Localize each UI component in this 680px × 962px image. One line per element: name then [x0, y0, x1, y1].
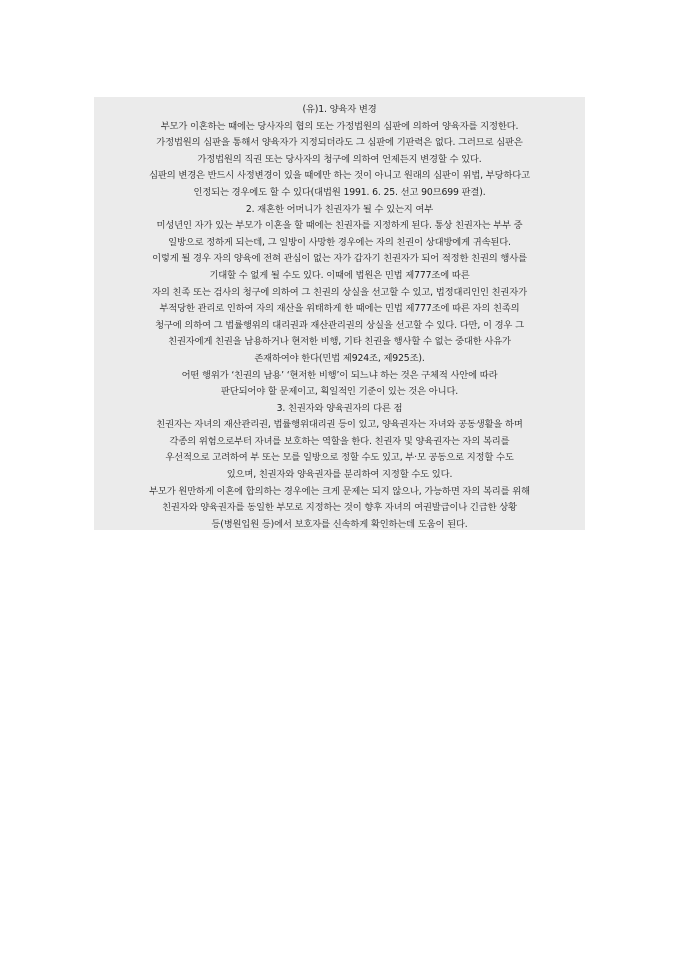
document-text-box: [94, 97, 585, 530]
paragraph-line: 청구에 의하여 그 법률행위의 대리권과 재산관리권의 상실을 선고할 수 있다. 다만, 이 경우 그: [155, 319, 524, 331]
paragraph-line: 이렇게 될 경우 자의 양육에 전혀 관심이 없는 자가 갑자기 친권자가 되어 적정한 친권의 행사를: [152, 253, 527, 265]
paragraph-line: 부모가 원만하게 이혼에 합의하는 경우에는 크게 문제는 되지 않으나, 가능하면 자의 복리를 위해: [149, 485, 530, 497]
paragraph-line: 가정법원의 직권 또는 당사자의 청구에 의하여 언제든지 변경할 수 있다.: [197, 153, 482, 165]
paragraph-line: 부모가 이혼하는 때에는 당사자의 협의 또는 가정법원의 심판에 의하여 양육자를 지정한다.: [160, 120, 519, 132]
paragraph-line: 우선적으로 고려하여 부 또는 모를 일방으로 정할 수도 있고, 부·모 공동으로 지정할 수도: [165, 452, 514, 464]
section-heading-custody-change: (유)1. 양육자 변경: [302, 104, 377, 115]
paragraph-line: 기대할 수 없게 될 수도 있다. 이때에 법원은 민법 제777조에 따른: [209, 269, 470, 281]
paragraph-line: 가정법원의 심판을 통해서 양육자가 지정되더라도 그 심판에 기판력은 없다. 그러므로 심판은: [156, 137, 523, 149]
paragraph-line: 친권자는 자녀의 재산관리권, 법률행위대리권 등이 있고, 양육권자는 자녀와 공동생활을 하며: [156, 419, 523, 431]
paragraph-line: 부적당한 관리로 인하여 자의 재산을 위태하게 한 때에는 민법 제777조에 따른 자의 친족의: [159, 303, 520, 315]
paragraph-line: 어떤 행위가 ‘친권의 남용’ ‘현저한 비행’이 되느냐 하는 것은 구체적 사안에 따라: [181, 369, 498, 381]
paragraph-line: 각종의 위험으로부터 자녀를 보호하는 역할을 한다. 친권자 및 양육권자는 자의 복리를: [169, 435, 510, 447]
paragraph-line: 미성년인 자가 있는 부모가 이혼을 할 때에는 친권자를 지정하게 된다. 통상 친권자는 부부 중: [156, 220, 523, 232]
paragraph-line: 인정되는 경우에도 할 수 있다(대법원 1991. 6. 25. 선고 90므699 판결).: [193, 186, 486, 198]
paragraph-line: 있으며, 친권자와 양육권자를 분리하여 지정할 수도 있다.: [226, 469, 453, 481]
paragraph-line: 자의 친족 또는 검사의 청구에 의하여 그 친권의 상실을 선고할 수 있고, 법정대리인인 친권자가: [152, 286, 527, 298]
paragraph-line: 판단되어야 할 문제이고, 획일적인 기준이 있는 것은 아니다.: [220, 386, 459, 398]
paragraph-line: 등(병원입원 등)에서 보호자를 신속하게 확인하는데 도움이 된다.: [211, 518, 468, 530]
section-heading-custody-differences: 3. 친권자와 양육권자의 다른 점: [276, 402, 403, 414]
paragraph-line: 친권자와 양육권자를 동일한 부모로 지정하는 것이 향후 자녀의 여권발급이나 긴급한 상황: [162, 502, 517, 514]
paragraph-line: 심판의 변경은 반드시 사정변경이 있을 때에만 하는 것이 아니고 원래의 심판이 위법, 부당하다고: [149, 170, 530, 182]
section-heading-remarried-mother: 2. 재혼한 어머니가 친권자가 될 수 있는지 여부: [245, 203, 434, 215]
paragraph-line: 존재하여야 한다(민법 제924조, 제925조).: [254, 352, 425, 364]
paragraph-line: 일방으로 정하게 되는데, 그 일방이 사망한 경우에는 자의 친권이 상대방에게 귀속된다.: [168, 236, 511, 248]
paragraph-line: 친권자에게 친권을 남용하거나 현저한 비행, 기타 친권을 행사할 수 없는 중대한 사유가: [168, 336, 511, 348]
